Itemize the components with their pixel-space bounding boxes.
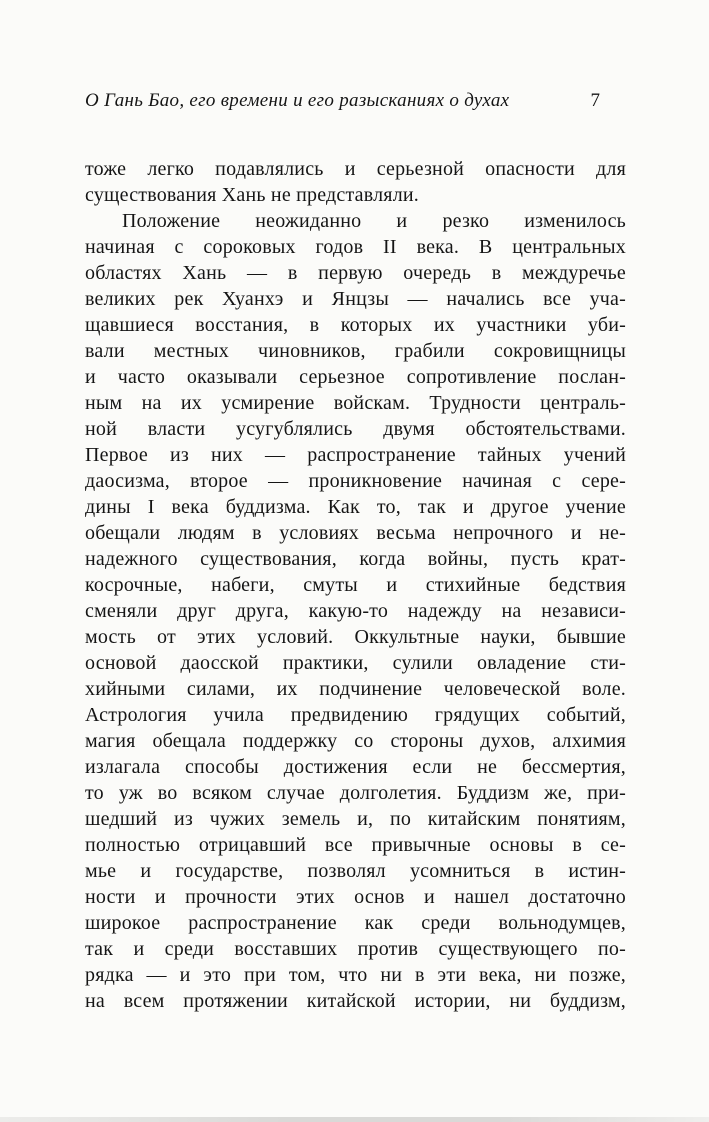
text-line: начиная с сороковых годов II века. В центральных <box>85 236 626 258</box>
text-line: Астрология учила предвидению грядущих событий, <box>85 704 626 726</box>
text-line: полностью отрицавший все привычные основы в се- <box>85 834 626 856</box>
text-line: великих рек Хуанхэ и Янцзы — начались все уча- <box>85 288 626 310</box>
text-line: вали местных чиновников, грабили сокровищницы <box>85 340 626 362</box>
text-line: широкое распространение как среди вольнодумцев, <box>85 912 626 934</box>
text-line: Первое из них — распространение тайных учений <box>85 444 626 466</box>
text-line: так и среди восставших против существующего по- <box>85 938 626 960</box>
text-line: основой даосской практики, сулили овладение сти- <box>85 652 626 674</box>
scan-edge-artifact <box>0 1117 709 1122</box>
text-line: косрочные, набеги, смуты и стихийные бедствия <box>85 574 626 596</box>
text-line: на всем протяжении китайской истории, ни буддизм, <box>85 990 626 1012</box>
running-head <box>85 90 626 112</box>
book-page <box>85 90 626 1014</box>
text-line: дины I века буддизма. Как то, так и другое учение <box>85 496 626 518</box>
text-line: надежного существования, когда войны, пусть крат- <box>85 548 626 570</box>
text-line: и часто оказывали серьезное сопротивление послан- <box>85 366 626 388</box>
text-line: щавшиеся восстания, в которых их участники уби- <box>85 314 626 336</box>
text-line: ности и прочности этих основ и нашел достаточно <box>85 886 626 908</box>
text-line: мье и государстве, позволял усомниться в истин- <box>85 860 626 882</box>
text-line: рядка — и это при том, что ни в эти века, ни позже, <box>85 964 626 986</box>
text-line: существования Хань не представляли. <box>85 184 419 206</box>
text-line: шедший из чужих земель и, по китайским понятиям, <box>85 808 626 830</box>
text-line: излагала способы достижения если не бессмертия, <box>85 756 626 778</box>
text-line: ной власти усугублялись двумя обстоятельствами. <box>85 418 626 440</box>
page-number: 7 <box>590 90 600 111</box>
text-line: то уж во всяком случае долголетия. Буддизм же, при- <box>85 782 626 804</box>
text-line: ным на их усмирение войскам. Трудности централь- <box>85 392 626 414</box>
text-line: сменяли друг друга, какую-то надежду на независи- <box>85 600 626 622</box>
text-line: магия обещала поддержку со стороны духов, алхимия <box>85 730 626 752</box>
text-line: мость от этих условий. Оккультные науки, бывшие <box>85 626 626 648</box>
text-line: Положение неожиданно и резко изменилось <box>122 210 626 232</box>
running-title: О Гань Бао, его времени и его разысканиях о духах <box>85 90 510 111</box>
text-line: тоже легко подавлялись и серьезной опасности для <box>85 158 626 180</box>
body-text <box>85 156 626 1014</box>
text-line: даосизма, второе — проникновение начиная с сере- <box>85 470 626 492</box>
text-line: хийными силами, их подчинение человеческой воле. <box>85 678 626 700</box>
text-line: областях Хань — в первую очередь в междуречье <box>85 262 626 284</box>
text-line: обещали людям в условиях весьма непрочного и не- <box>85 522 626 544</box>
